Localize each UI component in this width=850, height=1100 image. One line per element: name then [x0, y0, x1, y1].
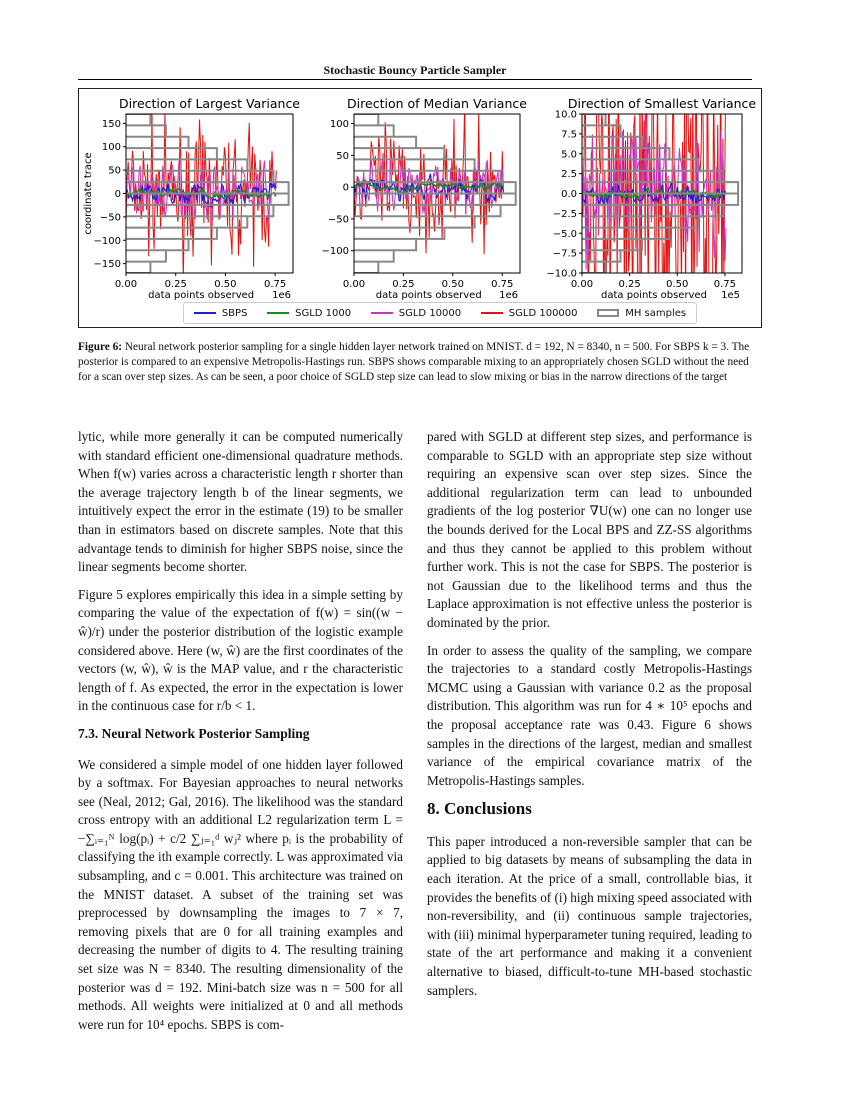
panel-1-xtick-label-1: 0.25 [392, 279, 415, 290]
left-paragraph-3: We considered a simple model of one hidden layer followed by a softmax. For Bayesian approaches to neural networks see (Neal, 2012; Gal, 2016). The likelihood was the standard cross entropy with an additional L2 regularization term L = −∑ᵢ₌₁ᴺ log(pᵢ) + c/2 ∑ⱼ₌₁ᵈ wⱼ² where pᵢ is the probability of classifying the ith example correctly. L was approximated via subsampling, and c = 0.001. This architecture was trained on the MNIST dataset. A subset of the training set was preprocessed by downsampling the images to 7 × 7, removing pixels that are 0 for all training examples and decreasing the number of digits to 4. The resulting training set size was N = 8340. The resulting dimensionality of the posterior was d = 192. Mini-batch size was n = 500 for all methods. All weights were initialized at 0 and all methods were run for 10⁴ epochs. SBPS is com- [78, 756, 403, 1032]
figure-plots [0, 0, 850, 300]
left-paragraph-2: Figure 5 explores empirically this idea in a simple setting by comparing the value of the expectation of f(w) = sin((w − ŵ)/r) under the posterior distribution of the logistic example considered above. Here (w, ŵ) are the first coordinates of the vectors (w, ŵ), ŵ is the MAP value, and r the characteristic length of f. As expected, the error in the expectation is lower in the continuous case for r/b < 1. [78, 586, 403, 714]
panel-2-ytick-label-1: 7.5 [561, 129, 577, 141]
legend-patch-mh-samples [597, 309, 619, 317]
figure-caption [78, 340, 752, 385]
panel-1-title: Direction of Median Variance [347, 96, 527, 111]
legend-line-sbps [194, 312, 216, 314]
legend-entry-sgld-10000 [371, 308, 461, 319]
panel-0-ytick-label-5: −100 [93, 235, 121, 247]
panel-1-traces [354, 103, 516, 273]
panel-2-x-multiplier: 1e5 [721, 290, 740, 300]
legend-label-sgld-100000: SGLD 100000 [508, 307, 578, 319]
panel-0-title: Direction of Largest Variance [118, 96, 301, 111]
panel-2-title: Direction of Smallest Variance [567, 96, 757, 111]
panel-0-ytick-label-6: −150 [93, 259, 121, 271]
panel-2-ytick-label-4: 0.0 [561, 189, 577, 200]
panel-0-ytick-label-2: 50 [108, 165, 121, 177]
panel-1-xtick-label-3: 0.75 [491, 279, 514, 290]
panel-2-ytick-label-8: −10.0 [546, 268, 577, 280]
figure-legend [183, 302, 697, 324]
caption-text: Neural network posterior sampling for a single hidden layer network trained on MNIST. d = 192, N = 8340, n = 500. For SBPS k = 3. The posterior is compared to an expensive Metropolis-Hastings run. SBPS shows comparable mixing to an appropriately chosen SGLD without the need for a scan over step sizes. As can be seen, a poor choice of SGLD step size can lead to slow mixing or bias in the narrow directions of the target [78, 341, 750, 383]
panel-1-ytick-label-0: 100 [329, 119, 349, 131]
panel-0-ytick-label-3: 0 [114, 189, 121, 200]
panel-1-ytick-label-2: 0 [342, 182, 349, 194]
legend-entry-sbps [194, 308, 248, 319]
caption-label: Figure 6: [78, 341, 123, 353]
panel-2-ytick-label-5: −2.5 [552, 208, 577, 220]
panel-2-xtick-label-0: 0.00 [570, 279, 594, 290]
panel-1-ytick-label-4: −100 [321, 246, 349, 258]
section-heading-7-3: 7.3. Neural Network Posterior Sampling [78, 725, 310, 741]
right-column [427, 428, 752, 1009]
panel-2-xtick-label-3: 0.75 [713, 279, 736, 290]
right-paragraph-1: pared with SGLD at different step sizes, and performance is comparable to SGLD with an appropriate step size without requiring an expensive scan over step sizes. Since the additional regularization term can lead to unbounded gradients of the log posterior ∇U(w) one can no longer use the bounds derived for the Local BPS and ZZ-SS algorithms and thus they cannot be applied to this problem without further work. This is not the case for SBPS. The posterior is not Gaussian due to the likelihood terms and thus the Laplace approximation is not effective unless the posterior is dominated by the prior. [427, 429, 752, 630]
panel-2-ytick-label-7: −7.5 [552, 248, 577, 260]
panel-0-xlabel: data points observed [148, 290, 255, 300]
panel-1-x-multiplier: 1e6 [499, 290, 518, 300]
legend-line-sgld-10000 [371, 312, 393, 314]
panel-0-xtick-label-2: 0.50 [214, 279, 237, 290]
panel-0-ytick-label-4: −50 [99, 212, 121, 224]
panel-2-ytick-label-3: 2.5 [561, 169, 577, 181]
legend-line-sgld-1000 [267, 312, 289, 314]
panel-0-ytick-label-1: 100 [101, 142, 121, 154]
right-paragraph-2: In order to assess the quality of the sampling, we compare the trajectories to a standard costly Metropolis-Hastings MCMC using a Gaussian with variance 0.2 as the proposal distribution. This algorithm was run for 4 ∗ 10⁵ epochs and the proposal acceptance rate was 0.43. Figure 6 shows samples in the directions of the largest, median and smallest variance of the empirical covariance matrix of the Metropolis-Hastings samples. [427, 642, 752, 788]
panel-1-xtick-label-2: 0.50 [441, 279, 464, 290]
legend-label-mh-samples: MH samples [625, 307, 687, 319]
panel-1-ytick-label-3: −50 [327, 214, 349, 226]
panel-2-traces [582, 0, 738, 300]
panel-0-ytick-label-0: 150 [101, 118, 121, 130]
panel-0-ylabel: coordinate trace [83, 152, 94, 235]
panel-0-xtick-label-3: 0.75 [263, 279, 287, 290]
section-heading-8: 8. Conclusions [427, 799, 532, 819]
right-paragraph-3: This paper introduced a non-reversible sampler that can be applied to big datasets by means of subsampling the data in each iteration. At the price of a small, controllable bias, it provides the benefits of (i) high mixing speed associated with non-reversibility, and (ii) continuous sample trajectories, with (iii) minimal hyperparameter tuning required, leading to state of the art performance and making it a convenient alternative to biased, difficult-to-tune MH-based stochastic samplers. [427, 833, 752, 998]
legend-label-sbps: SBPS [221, 307, 248, 319]
legend-line-sgld-100000 [481, 312, 503, 314]
left-paragraph-1: lytic, while more generally it can be computed numerically with standard efficient one-dimensional quadrature methods. When f(w) varies across a characteristic length r shorter than the average trajectory length b of the linear segments, we intuitively expect the error in the estimate (19) to be smaller than in estimators based on discrete samples. Note that this advantage tends to diminish for higher SBPS noise, since the linear segments become shorter. [78, 429, 403, 575]
panel-0-xtick-label-0: 0.00 [114, 279, 138, 290]
panel-2-ytick-label-2: 5.0 [561, 149, 577, 161]
panel-2-ytick-label-6: −5.0 [552, 228, 577, 240]
legend-label-sgld-10000: SGLD 10000 [398, 307, 462, 319]
panel-0-mh-histogram [126, 114, 289, 273]
panel-0-x-multiplier: 1e6 [272, 290, 291, 300]
panel-0-traces [126, 109, 289, 280]
panel-0-xtick-label-1: 0.25 [164, 279, 187, 290]
panel-2-ytick-label-0: 10.0 [554, 109, 577, 121]
legend-label-sgld-1000: SGLD 1000 [295, 307, 352, 319]
panel-2-xtick-label-1: 0.25 [618, 279, 641, 290]
left-column [78, 428, 403, 1043]
panel-2-xlabel: data points observed [601, 290, 707, 300]
panel-1-xlabel: data points observed [375, 290, 482, 300]
panel-2-sgld-100000-line [582, 0, 726, 300]
running-title: Stochastic Bouncy Particle Sampler [323, 63, 507, 77]
panel-1-xtick-label-0: 0.00 [342, 279, 366, 290]
legend-entry-mh-samples [597, 308, 686, 319]
legend-entry-sgld-1000 [267, 308, 351, 319]
panel-1-ytick-label-1: 50 [336, 150, 349, 162]
legend-entry-sgld-100000 [481, 308, 578, 319]
panel-2-xtick-label-2: 0.50 [666, 279, 689, 290]
